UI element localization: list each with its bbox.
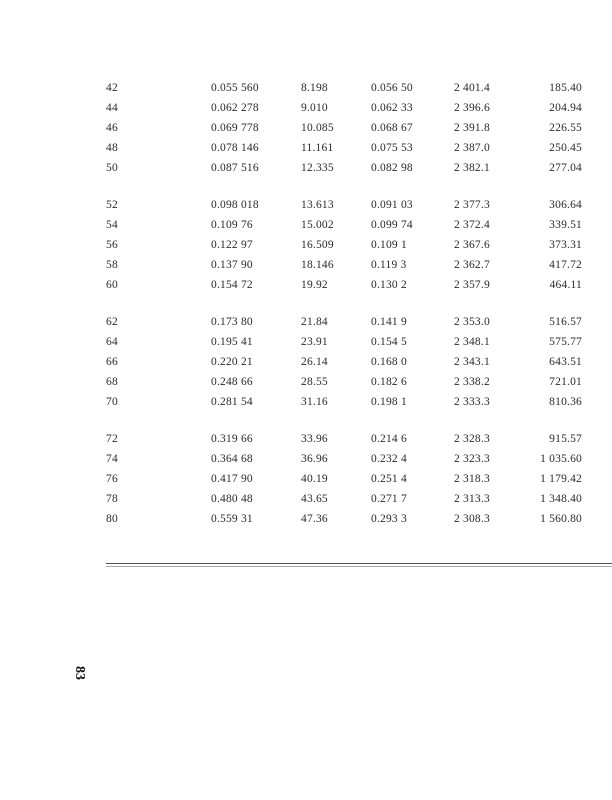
table-row — [106, 372, 612, 392]
table-cell: 62 — [106, 316, 118, 328]
table-cell: 0.198 1 — [371, 396, 407, 408]
table-cell: 11.161 — [301, 142, 334, 154]
table-cell: 70 — [106, 396, 118, 408]
table-cell: 0.056 50 — [371, 82, 413, 94]
table-cell: 0.154 5 — [371, 336, 407, 348]
table-row — [106, 158, 612, 178]
table-cell: 0.480 48 — [211, 493, 253, 505]
table-cell: 2 348.1 — [454, 336, 490, 348]
table-cell: 2 401.4 — [454, 82, 490, 94]
table-cell: 33.96 — [301, 433, 328, 445]
table-cell: 306.64 — [549, 199, 582, 211]
table-cell: 13.613 — [301, 199, 334, 211]
table-row — [106, 118, 612, 138]
table-cell: 0.075 53 — [371, 142, 413, 154]
table-row — [106, 255, 612, 275]
table-row — [106, 449, 612, 469]
table-row — [106, 195, 612, 215]
table-cell: 64 — [106, 336, 118, 348]
table-cell: 2 328.3 — [454, 433, 490, 445]
table-cell: 0.062 278 — [211, 102, 259, 114]
table-bottom-rule — [106, 563, 612, 564]
table-cell: 2 343.1 — [454, 356, 490, 368]
table-cell: 19.92 — [301, 279, 328, 291]
table-cell: 8.198 — [301, 82, 328, 94]
table-cell: 2 387.0 — [454, 142, 490, 154]
table-cell: 0.091 03 — [371, 199, 413, 211]
table-cell: 68 — [106, 376, 118, 388]
table-cell: 0.154 72 — [211, 279, 253, 291]
table-cell: 0.068 67 — [371, 122, 413, 134]
table-cell: 0.271 7 — [371, 493, 407, 505]
table-row — [106, 235, 612, 255]
table-row-group — [106, 78, 612, 178]
table-row — [106, 352, 612, 372]
table-cell: 0.099 74 — [371, 219, 413, 231]
table-row — [106, 98, 612, 118]
table-cell: 0.182 6 — [371, 376, 407, 388]
table-cell: 0.248 66 — [211, 376, 253, 388]
table-cell: 0.220 21 — [211, 356, 253, 368]
table-cell: 2 323.3 — [454, 453, 490, 465]
table-cell: 2 382.1 — [454, 162, 490, 174]
table-cell: 15.002 — [301, 219, 334, 231]
data-table — [106, 78, 612, 546]
table-cell: 9.010 — [301, 102, 328, 114]
table-cell: 0.119 3 — [371, 259, 407, 271]
table-cell: 226.55 — [549, 122, 582, 134]
table-cell: 0.251 4 — [371, 473, 407, 485]
table-row — [106, 469, 612, 489]
table-cell: 21.84 — [301, 316, 328, 328]
table-cell: 31.16 — [301, 396, 328, 408]
table-cell: 0.293 3 — [371, 513, 407, 525]
table-cell: 2 377.3 — [454, 199, 490, 211]
table-cell: 575.77 — [549, 336, 582, 348]
table-cell: 1 348.40 — [540, 493, 582, 505]
table-cell: 516.57 — [549, 316, 582, 328]
table-row — [106, 392, 612, 412]
table-cell: 18.146 — [301, 259, 334, 271]
table-cell: 42 — [106, 82, 118, 94]
table-row — [106, 78, 612, 98]
table-cell: 2 372.4 — [454, 219, 490, 231]
table-cell: 643.51 — [549, 356, 582, 368]
table-cell: 2 308.3 — [454, 513, 490, 525]
table-cell: 72 — [106, 433, 118, 445]
table-cell: 43.65 — [301, 493, 328, 505]
table-cell: 250.45 — [549, 142, 582, 154]
table-cell: 0.098 018 — [211, 199, 259, 211]
table-cell: 40.19 — [301, 473, 328, 485]
table-cell: 277.04 — [549, 162, 582, 174]
table-cell: 80 — [106, 513, 118, 525]
table-cell: 2 396.6 — [454, 102, 490, 114]
table-cell: 44 — [106, 102, 118, 114]
table-cell: 56 — [106, 239, 118, 251]
table-cell: 2 391.8 — [454, 122, 490, 134]
table-cell: 0.168 0 — [371, 356, 407, 368]
table-cell: 0.069 778 — [211, 122, 259, 134]
table-cell: 0.364 68 — [211, 453, 253, 465]
table-row — [106, 275, 612, 295]
table-row — [106, 509, 612, 529]
table-cell: 52 — [106, 199, 118, 211]
table-cell: 0.078 146 — [211, 142, 259, 154]
table-cell: 0.130 2 — [371, 279, 407, 291]
table-cell: 50 — [106, 162, 118, 174]
table-row — [106, 429, 612, 449]
table-cell: 0.232 4 — [371, 453, 407, 465]
table-cell: 0.417 90 — [211, 473, 253, 485]
table-cell: 23.91 — [301, 336, 328, 348]
table-cell: 185.40 — [549, 82, 582, 94]
table-cell: 0.055 560 — [211, 82, 259, 94]
table-cell: 26.14 — [301, 356, 328, 368]
table-cell: 0.137 90 — [211, 259, 253, 271]
table-cell: 417.72 — [549, 259, 582, 271]
table-cell: 58 — [106, 259, 118, 271]
table-cell: 1 035.60 — [540, 453, 582, 465]
table-cell: 1 560.80 — [540, 513, 582, 525]
table-row-group — [106, 429, 612, 529]
table-row — [106, 332, 612, 352]
table-cell: 0.281 54 — [211, 396, 253, 408]
table-row-group — [106, 312, 612, 412]
table-cell: 2 338.2 — [454, 376, 490, 388]
table-cell: 2 367.6 — [454, 239, 490, 251]
table-cell: 2 318.3 — [454, 473, 490, 485]
table-cell: 78 — [106, 493, 118, 505]
table-cell: 0.082 98 — [371, 162, 413, 174]
table-cell: 0.195 41 — [211, 336, 253, 348]
table-cell: 0.173 80 — [211, 316, 253, 328]
table-cell: 66 — [106, 356, 118, 368]
table-bottom-rule-secondary — [106, 566, 612, 567]
table-cell: 2 333.3 — [454, 396, 490, 408]
table-cell: 0.141 9 — [371, 316, 407, 328]
table-cell: 16.509 — [301, 239, 334, 251]
table-row — [106, 138, 612, 158]
table-cell: 2 357.9 — [454, 279, 490, 291]
table-cell: 2 362.7 — [454, 259, 490, 271]
table-cell: 0.559 31 — [211, 513, 253, 525]
table-cell: 2 313.3 — [454, 493, 490, 505]
table-cell: 48 — [106, 142, 118, 154]
table-cell: 1 179.42 — [540, 473, 582, 485]
table-cell: 0.109 1 — [371, 239, 407, 251]
table-cell: 46 — [106, 122, 118, 134]
table-cell: 76 — [106, 473, 118, 485]
table-cell: 0.214 6 — [371, 433, 407, 445]
table-row-group — [106, 195, 612, 295]
table-cell: 60 — [106, 279, 118, 291]
table-cell: 47.36 — [301, 513, 328, 525]
table-cell: 0.109 76 — [211, 219, 253, 231]
table-cell: 915.57 — [549, 433, 582, 445]
table-row — [106, 489, 612, 509]
table-cell: 10.085 — [301, 122, 334, 134]
table-cell: 204.94 — [549, 102, 582, 114]
table-cell: 464.11 — [549, 279, 582, 291]
table-cell: 810.36 — [549, 396, 582, 408]
table-cell: 36.96 — [301, 453, 328, 465]
table-cell: 28.55 — [301, 376, 328, 388]
table-cell: 0.319 66 — [211, 433, 253, 445]
table-cell: 0.062 33 — [371, 102, 413, 114]
table-cell: 0.122 97 — [211, 239, 253, 251]
table-row — [106, 215, 612, 235]
table-cell: 2 353.0 — [454, 316, 490, 328]
table-cell: 721.01 — [549, 376, 582, 388]
table-cell: 0.087 516 — [211, 162, 259, 174]
table-row — [106, 312, 612, 332]
table-cell: 74 — [106, 453, 118, 465]
table-cell: 373.31 — [549, 239, 582, 251]
table-cell: 12.335 — [301, 162, 334, 174]
table-cell: 54 — [106, 219, 118, 231]
page-number: 83 — [72, 666, 87, 680]
table-cell: 339.51 — [549, 219, 582, 231]
